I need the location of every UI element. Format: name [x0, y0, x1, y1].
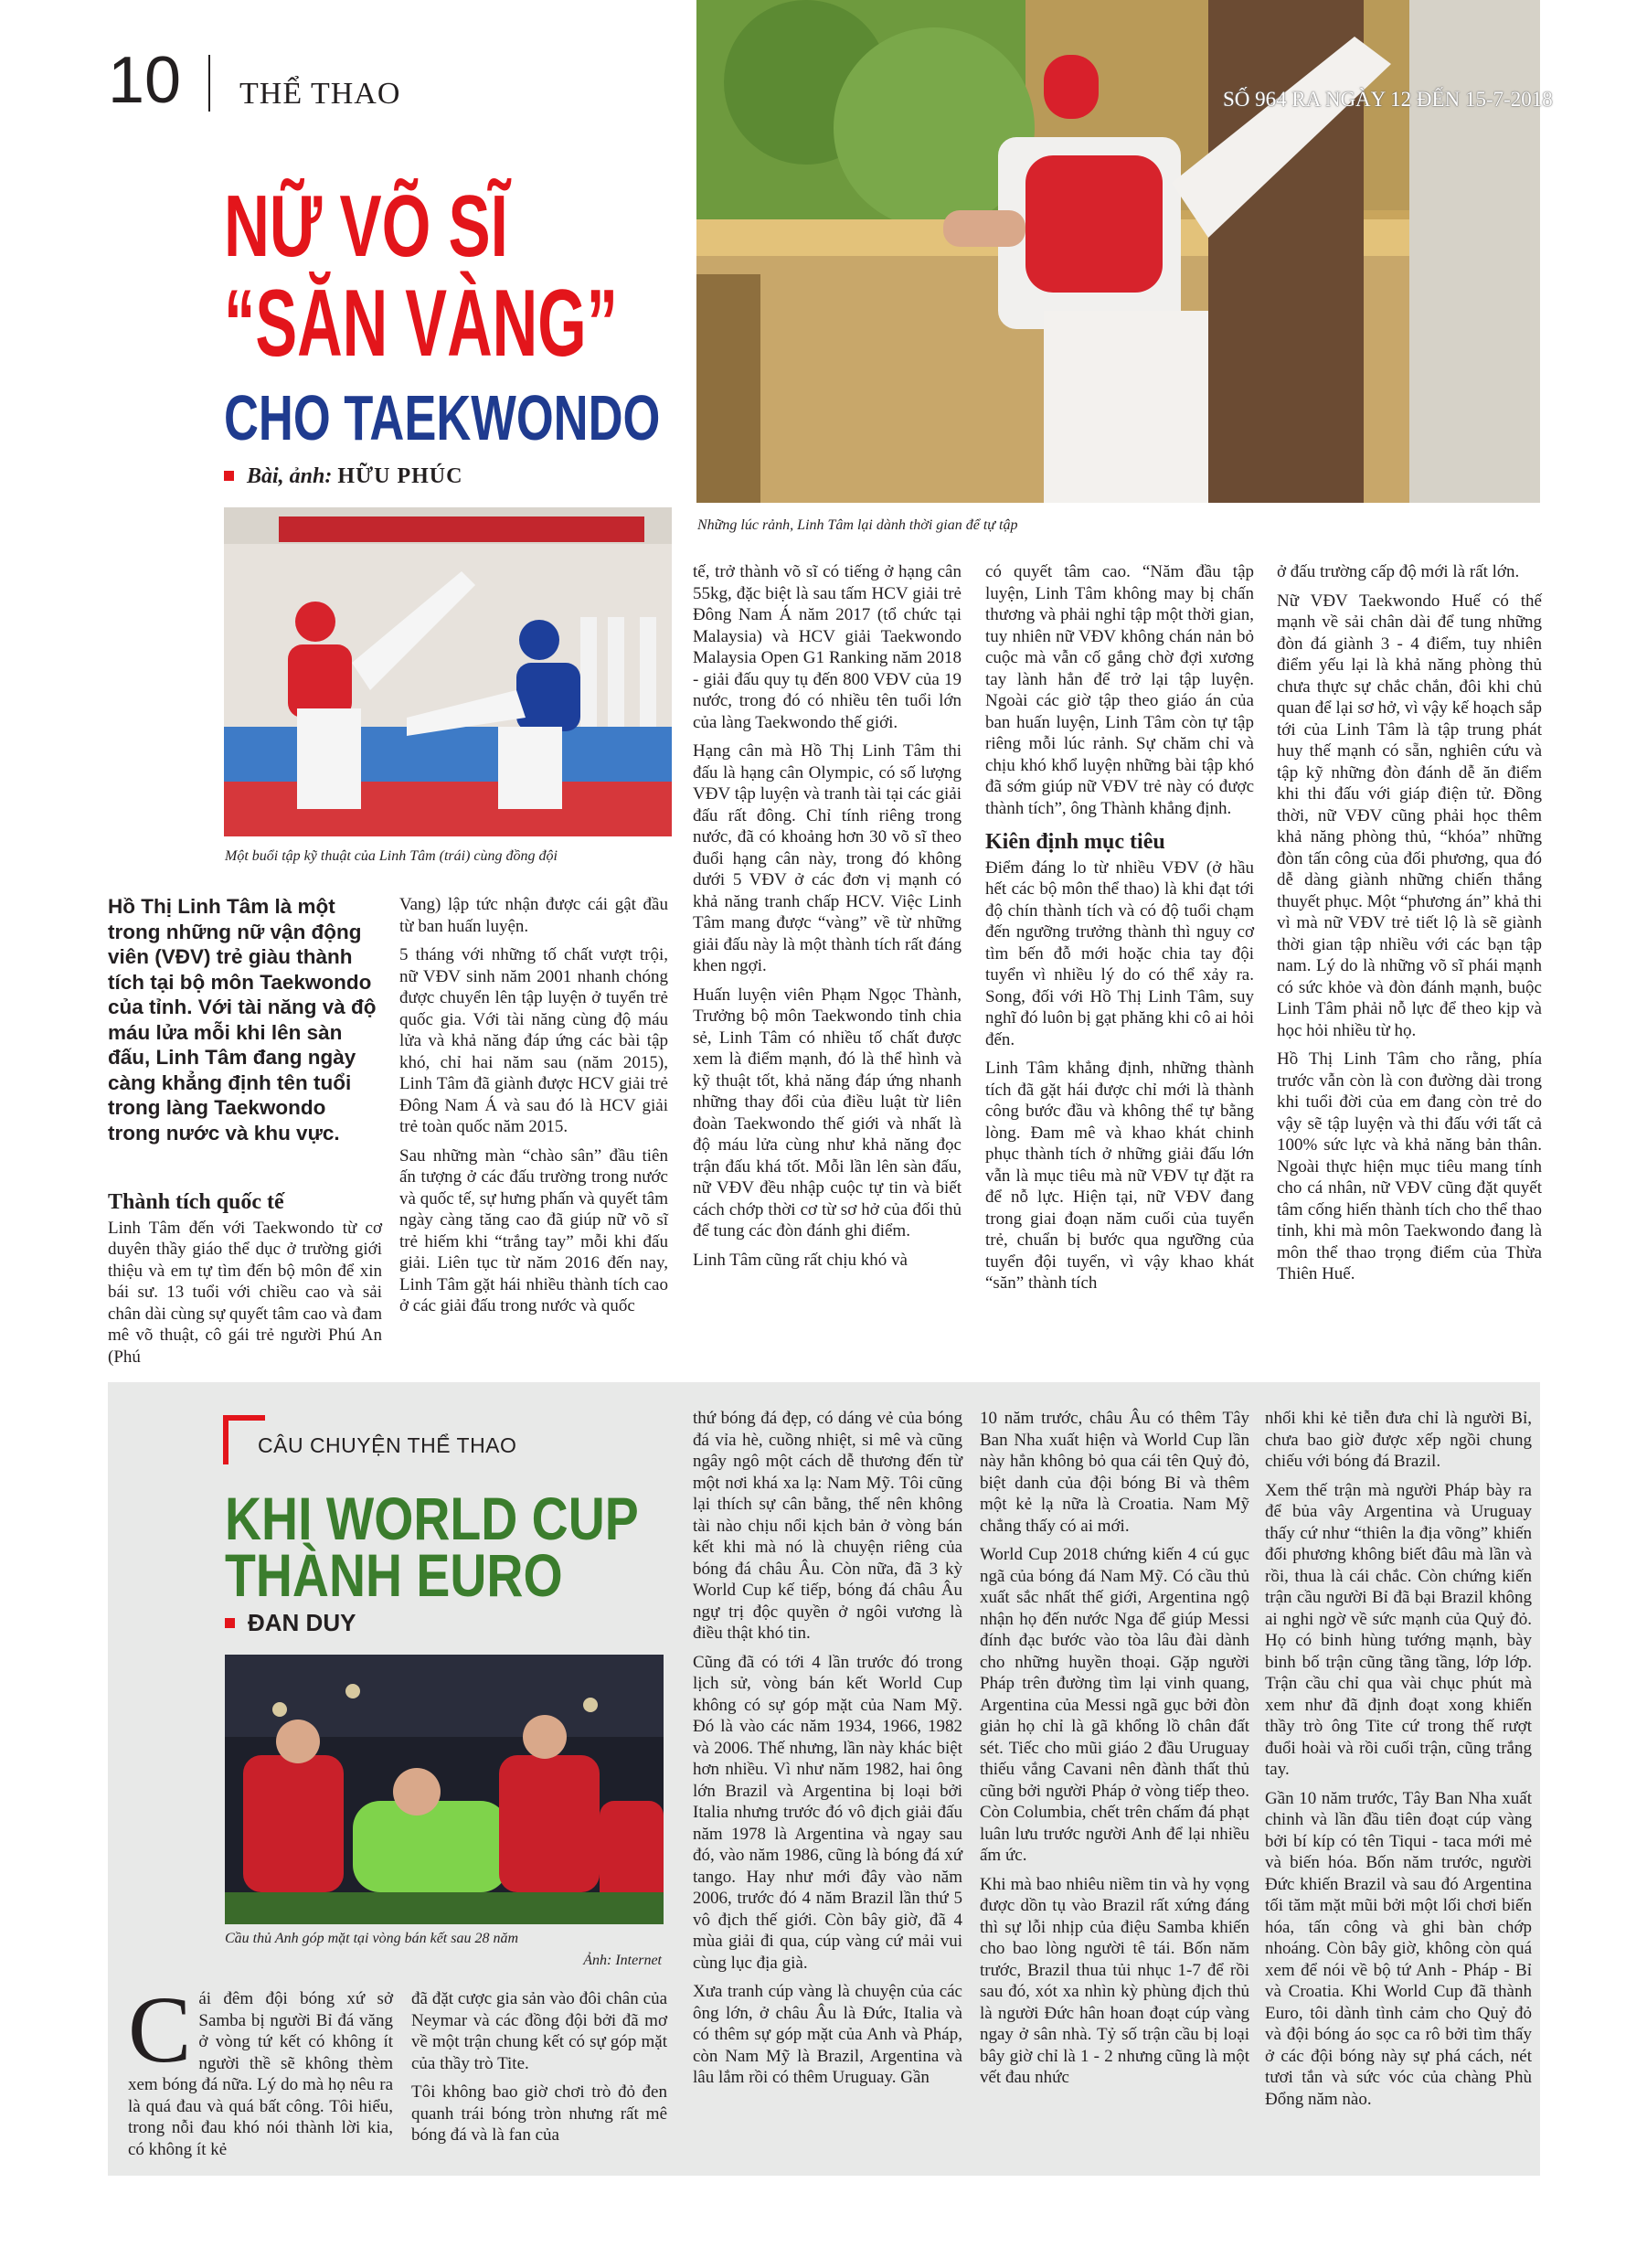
article2-column-4 — [980, 1408, 1249, 2089]
paragraph: Khi mà bao nhiêu niềm tin và hy vọng được dồn tụ vào Brazil rất xứng đáng thì sự lỗi nhịp của điệu Samba khiến cho bao lòng người tê tái. Bốn năm trước, Brazil thua tủi nhục 1-7 để rồi sau đó, xót xa nhìn kỳ phùng địch thủ là người Đức hân hoan đoạt cúp vàng ngay ở sân nhà. Tỷ số trận cầu bị loại bây giờ chỉ là 1 - 2 nhưng cũng là một vết đau nhức — [980, 1874, 1249, 2087]
article1-column-3 — [693, 561, 962, 1271]
tag-bracket-tail-icon — [223, 1446, 247, 1464]
subheading-goal: Kiên định mục tiêu — [985, 830, 1165, 854]
photo-england-team-image — [225, 1655, 664, 1924]
photo-caption-top: Những lúc rảnh, Linh Tâm lại dành thời gian để tự tập — [697, 517, 1018, 533]
article2-column-1 — [128, 1977, 393, 2160]
byline-label: Bài, ảnh: — [247, 464, 333, 488]
article-title-line1: NỮ VÕ SĨ — [224, 177, 508, 275]
story-photo-caption: Cầu thủ Anh góp mặt tại vòng bán kết sau 28 năm — [225, 1931, 519, 1946]
story-author: ĐAN DUY — [248, 1609, 356, 1636]
paragraph: Xem thế trận mà người Pháp bày ra để bủa vây Argentina và Uruguay thấy cứ như “thiên la địa võng” khiến đối phương không biết đâu mà lần và rồi, thua là cái chắc. Còn chứng kiến trận cầu người Bỉ đã bại Brazil không ai nghi ngờ về sức mạnh của Quỷ đỏ. Họ có binh hùng tướng mạnh, bày binh bố trận cũng tầng tầng, lớp lớp. Trận cầu chỉ qua vài chục phút mà xem như đã định đoạt xong khiến thầy trò ông Tite cứ trong thế rượt đuổi hoài và rồi cuối trận, cũng trắng tay. — [1265, 1480, 1532, 1779]
paragraph: Tôi không bao giờ chơi trò đỏ đen quanh trái bóng tròn nhưng rất mê bóng đá và là fan của — [411, 2082, 667, 2145]
article1-column-5 — [1277, 561, 1542, 1285]
paragraph: Nữ VĐV Taekwondo Huế có thế mạnh về sải chân dài để tung những đòn đá giành 3 - 4 điểm, tuy nhiên điểm yếu lại là khả năng phòng thủ chưa thực sự chắc chắn, đôi khi chủ quan để lại sơ hở, vì vậy kế hoạch sắp tới của Linh Tâm là tập trung phát huy thế mạnh có sẵn, nghiên cứu và tập kỹ những đòn đánh dễ ăn điểm khi thi đấu với giáp điện tử. Đồng thời, nữ VĐV cũng phải học thêm khả năng phòng thủ, “khóa” những đòn tấn công của đối phương, qua đó dễ dàng giành những chiến thắng thuyết phục. Một “phương án” khả thi vì mà nữ VĐV trẻ tiết lộ là sẽ giành thời gian tập nhiều với các bạn tập nam. Lý do là những võ sĩ phái mạnh có sức khỏe và đòn đánh mạnh, buộc Linh Tâm phải nỗ lực để theo kịp và học hỏi nhiều từ họ. — [1277, 591, 1542, 1040]
paragraph: tế, trở thành võ sĩ có tiếng ở hạng cân 55kg, đặc biệt là sau tấm HCV giải trẻ Đông Nam Á năm 2017 (tổ chức tại Malaysia) và HCV giải Taekwondo Malaysia Open G1 Ranking năm 2018 - giải đấu quy tụ đến 800 VĐV của 19 nước, trong đó có nhiều tên tuổi lớn của làng Taekwondo thế giới. — [693, 562, 962, 732]
byline-marker — [225, 1618, 235, 1628]
paragraph: Điểm đáng lo từ nhiều VĐV (ở hầu hết các bộ môn thể thao) là khi đạt tới độ chín thành tích và có độ tuổi chạm đến ngưỡng trưởng thành thì nguy cơ tìm bến đỗ mới hoặc chia tay đội tuyển vì nhiều lý do có thể xảy ra. Song, đối với Hồ Thị Linh Tâm, suy nghĩ đó luôn bị gạt phăng khi cô ai hỏi đến. — [985, 857, 1254, 1049]
paragraph: Cũng đã có tới 4 lần trước đó trong lịch sử, vòng bán kết World Cup không có sự góp mặt của Nam Mỹ. Đó là vào các năm 1934, 1966, 1982 và 2006. Thế nhưng, lần này khác biệt hơn nhiều. Vì như năm 1982, hai ông lớn Brazil và Argentina bị loại bởi Italia nhưng trước đó vô địch giải đấu năm 1978 là Argentina và ngay sau đó, vào năm 1986, cũng là bóng đá xứ tango. Hay như mới đây vào năm 2006, trước đó 4 năm Brazil lần thứ 5 vô địch thế giới. Còn bây giờ, đã 4 mùa giải đi qua, cúp vàng cứ mải vui cùng lục địa già. — [693, 1652, 962, 1973]
photo-sparring-image — [224, 507, 672, 836]
subheading-international: Thành tích quốc tế — [108, 1190, 284, 1214]
article2-column-2 — [411, 1988, 667, 2146]
paragraph: ái đêm đội bóng xứ sở Samba bị người Bỉ đá văng ở vòng tứ kết có không ít người thề sẽ không thèm xem bóng đá nữa. Lý do mà họ nêu ra là quá đau và quá bất công. Tôi hiểu, trong nỗi đau khó nói thành lời kia, có không ít kẻ — [128, 1989, 393, 2159]
story-byline — [225, 1609, 356, 1637]
page-number: 10 — [108, 44, 182, 117]
photo-training-kick-image — [696, 0, 1540, 503]
paragraph: Vang) lập tức nhận được cái gật đầu từ ban huấn luyện. — [399, 895, 668, 936]
photo-training-kick — [696, 0, 1540, 503]
paragraph: Hạng cân mà Hồ Thị Linh Tâm thi đấu là hạng cân Olympic, có số lượng VĐV tập luyện và tranh tài tại các giải đấu rất đông. Chỉ tính riêng trong nước, đã có khoảng hơn 30 võ sĩ theo đuổi hạng cân này, trong đó không dưới 5 VĐV ở các đơn vị mạnh có khả năng tranh chấp HCV. Việc Linh Tâm mang được “vàng” về từ những giải đấu này là một thành tích rất đáng khen ngợi. — [693, 741, 962, 975]
paragraph: Linh Tâm đến với Taekwondo từ cơ duyên thầy giáo thể dục ở trường giới thiệu và em tự tìm đến bộ môn để xin bái sư. 13 tuổi với chiều cao và sải chân dài cùng sự quyết tâm cao và đam mê võ thuật, cô gái trẻ người Phú An (Phú — [108, 1218, 382, 1367]
paragraph: Xưa tranh cúp vàng là chuyện của các ông lớn, ở châu Âu là Đức, Italia và có thêm sự góp mặt của Anh và Pháp, còn Nam Mỹ là Brazil, Argentina và lâu lắm rồi có thêm Uruguay. Gần — [693, 1982, 962, 2087]
photo-england-team — [225, 1655, 664, 1924]
article2-column-5 — [1265, 1408, 1532, 2110]
byline-marker — [224, 471, 234, 481]
header-divider — [208, 55, 210, 112]
paragraph: đã đặt cược gia sản vào đôi chân của Neymar và các đồng đội bởi đã mơ về một trận chung kết có sự góp mặt của thầy trò Tite. — [411, 1989, 667, 2073]
photo-sparring — [224, 507, 672, 836]
paragraph: Linh Tâm khẳng định, những thành tích đã gặt hái được chỉ mới là thành công bước đầu và không thể tự bằng lòng. Đam mê và khao khát chinh phục thành tích ở những giải đấu lớn vẫn là mục tiêu mà nữ VĐV tự đặt ra để nỗ lực. Hiện tại, nữ VĐV đang trong giai đoạn năm cuối của tuyển trẻ, chuẩn bị bước qua ngưỡng của tuyển đội tuyển, vì vậy khao khát “săn” thành tích — [985, 1059, 1254, 1293]
paragraph: Gần 10 năm trước, Tây Ban Nha xuất chinh và lần đầu tiên đoạt cúp vàng bởi bí kíp có tên Tiqui - taca mới mẻ và biến hóa. Bốn năm trước, người Đức khiến Brazil và sau đó Argentina tối tăm mặt mũi bởi một lối chơi biến hóa, tấn công và ghi bàn chớp nhoáng. Còn bây giờ, không còn quá xem để nói về bộ tứ Anh - Pháp - Bỉ và Croatia. Khi World Cup đã thành Euro, tôi dành tình cảm cho Quỷ đỏ và đội bóng áo sọc ca rô bởi tìm thấy ở các đội bóng này sự phá cách, nét tươi tắn và sức vóc của chàng Phù Đổng năm nào. — [1265, 1788, 1532, 2109]
photo-caption-left: Một buổi tập kỹ thuật của Linh Tâm (trái) cùng đồng đội — [225, 848, 558, 864]
paragraph: World Cup 2018 chứng kiến 4 cú gục ngã của bóng đá Nam Mỹ. Có cầu thủ xuất sắc nhất thế giới, Argentina ngộ nhận họ đến nước Nga để giúp Messi đính đạc bước vào tòa lâu đài dành cho những huyền thoại. Gặp người Pháp trên đường tìm lại vinh quang, Argentina của Messi ngã gục bởi đòn giản họ chỉ là gã khổng lồ chân đất sét. Tiếc cho mũi giáo 2 đầu Uruguay thiếu vắng Cavani nên đành thất thủ cũng bởi người Pháp ở vòng tiếp theo. Còn Columbia, chết trên chấm đá phạt luân lưu trước người Anh để lại nhiều ấm ức. — [980, 1545, 1249, 1865]
article-title-line3: CHO TAEKWONDO — [224, 382, 661, 453]
article1-column-1 — [108, 1179, 382, 1368]
paragraph: 10 năm trước, châu Âu có thêm Tây Ban Nha xuất hiện và World Cup lần này hẳn không bỏ qua cái tên Quỷ đỏ, biệt danh của đội bóng Bỉ và thêm một kẻ lạ nữa là Croatia. Nam Mỹ chẳng thấy có ai mới. — [980, 1409, 1249, 1536]
paragraph: Hồ Thị Linh Tâm cho rằng, phía trước vẫn còn là con đường dài trong khi tuổi đời của em đang còn trẻ do vậy sẽ tập luyện và thi đấu với tất cả 100% sức lực và khả năng bản thân. Ngoài thực hiện mục tiêu mang tính cho cá nhân, nữ VĐV cũng đặt quyết tâm cống hiến thành tích cho thể thao tỉnh, khi mà môn Taekwondo đang là môn thể thao trọng điểm của Thừa Thiên Huế. — [1277, 1049, 1542, 1283]
story-photo-credit: Ảnh: Internet — [583, 1953, 662, 1968]
paragraph: ở đấu trường cấp độ mới là rất lớn. — [1277, 562, 1520, 581]
paragraph: Linh Tâm cũng rất chịu khó và — [693, 1250, 908, 1270]
paragraph: thứ bóng đá đẹp, có dáng vẻ của bóng đá vỉa hè, cuồng nhiệt, si mê và cũng ngây ngô một cách dễ thương đến từ một nơi khá xa lạ: Nam Mỹ. Tôi cũng lại thích sự cân bằng, thế nên không tài nào chịu nổi kịch bản ở vòng bán kết khi mà nó là chuyện riêng của bóng đá châu Âu. Còn nữa, đã 3 kỳ World Cup kế tiếp, bóng đá châu Âu ngự trị độc quyền ở ngôi vương là điều thật khó tin. — [693, 1409, 962, 1643]
article1-column-4 — [985, 561, 1254, 1294]
byline-author: HỮU PHÚC — [337, 464, 463, 488]
article-byline — [224, 464, 462, 489]
article1-column-2 — [399, 894, 668, 1317]
paragraph: 5 tháng với những tố chất vượt trội, nữ VĐV sinh năm 2001 nhanh chóng được chuyển lên tập luyện ở tuyển trẻ quốc gia. Với tài năng cùng độ máu lửa và khả năng đáp ứng các bài tập khó, chỉ hai năm sau (năm 2015), Linh Tâm đã giành được HCV giải trẻ Đông Nam Á và sau đó là HCV giải trẻ toàn quốc năm 2015. — [399, 945, 668, 1136]
article-title-line2: “SĂN VÀNG” — [224, 271, 618, 377]
paragraph: Huấn luyện viên Phạm Ngọc Thành, Trưởng bộ môn Taekwondo tỉnh chia sẻ, Linh Tâm có nhiều tố chất được xem là điểm mạnh, đó là thể hình và kỹ thuật tốt, khả năng đáp ứng nhanh những thay đổi của điều luật từ liên đoàn Taekwondo thế giới và nhất là độ máu lửa cùng như khả năng đọc trận đấu khá tốt. Mỗi lần lên sàn đấu, nữ VĐV đều nhập cuộc tự tin và biết cách chớp thời cơ từ sơ hở của đối thủ để tung các đòn đánh ghi điểm. — [693, 985, 962, 1240]
issue-info: SỐ 964 RA NGÀY 12 ĐẾN 15-7-2018 — [1223, 88, 1553, 111]
article2-column-3 — [693, 1408, 962, 2089]
story-dropcap: C — [128, 1977, 192, 2082]
story-tag-label: CÂU CHUYỆN THỂ THAO — [258, 1433, 517, 1457]
story-title-line1: KHI WORLD CUP — [225, 1485, 639, 1552]
section-title: THỂ THAO — [239, 77, 401, 111]
article-lead: Hồ Thị Linh Tâm là một trong những nữ vận động viên (VĐV) trẻ giàu thành tích tại bộ môn Taekwondo của tỉnh. Với tài năng và độ máu lửa mỗi khi lên sàn đấu, Linh Tâm đang ngày càng khẳng định tên tuổi trong làng Taekwondo trong nước và khu vực. — [108, 895, 377, 1145]
paragraph: có quyết tâm cao. “Năm đầu tập luyện, Linh Tâm không may bị chấn thương và phải nghỉ tập một thời gian, tuy nhiên nữ VĐV không chán nản bỏ cuộc mà vẫn cố gắng chờ đợi xương tay lành hẳn để trở lại tập luyện. Ngoài các giờ tập theo giáo án của ban huấn luyện, Linh Tâm còn tự tập riêng mỗi lúc rảnh. Sự chăm chỉ và chịu khó khổ luyện những bài tập khó đã sớm giúp nữ VĐV trẻ này có được thành tích”, ông Thành khẳng định. — [985, 562, 1254, 818]
paragraph: nhối khi kẻ tiễn đưa chỉ là người Bỉ, chưa bao giờ được xếp ngồi chung chiếu với bóng đá Brazil. — [1265, 1409, 1532, 1471]
paragraph: Sau những màn “chào sân” đầu tiên ấn tượng ở các đấu trường trong nước và quốc tế, sự hưng phấn và quyết tâm ngày càng tăng cao đã giúp nữ võ sĩ trẻ hiếm khi “trắng tay” mỗi khi đấu giải. Liên tục từ năm 2016 đến nay, Linh Tâm gặt hái nhiều thành tích cao ở các giải đấu trong nước và quốc — [399, 1145, 668, 1315]
story-title-line2: THÀNH EURO — [225, 1541, 563, 1609]
